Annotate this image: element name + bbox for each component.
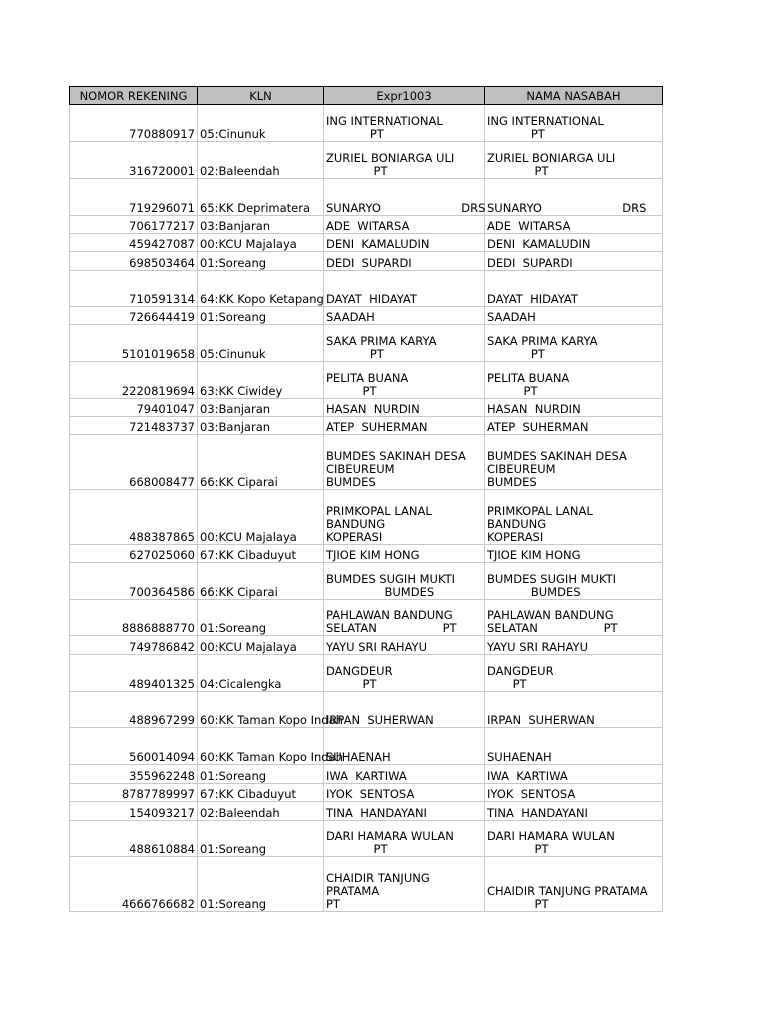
table-row xyxy=(70,307,663,325)
header-nama-nasabah[interactable]: NAMA NASABAH xyxy=(485,87,663,105)
table-row xyxy=(70,142,663,179)
cell-expr1003[interactable]: PELITA BUANA PT xyxy=(324,362,485,399)
cell-nomor-rekening[interactable]: 489401325 xyxy=(70,655,198,692)
cell-expr1003[interactable]: DARI HAMARA WULAN PT xyxy=(324,821,485,857)
cell-nama-nasabah[interactable]: IRPAN SUHERWAN xyxy=(485,692,663,728)
cell-nomor-rekening[interactable]: 5101019658 xyxy=(70,325,198,362)
cell-expr1003[interactable]: SAKA PRIMA KARYA PT xyxy=(324,325,485,362)
table-row xyxy=(70,490,663,545)
table-row xyxy=(70,234,663,252)
cell-kln[interactable]: 64:KK Kopo Ketapang xyxy=(198,271,324,307)
cell-expr1003[interactable]: SUNARYO DRS xyxy=(324,179,485,216)
header-row xyxy=(70,87,663,105)
table-row xyxy=(70,563,663,600)
cell-expr1003[interactable]: DAYAT HIDAYAT xyxy=(324,271,485,307)
cell-nama-nasabah[interactable]: SAKA PRIMA KARYA PT xyxy=(485,325,663,362)
cell-kln[interactable]: 01:Soreang xyxy=(198,857,324,912)
cell-nomor-rekening[interactable]: 316720001 xyxy=(70,142,198,179)
cell-expr1003[interactable]: BUMDES SAKINAH DESA CIBEUREUM BUMDES xyxy=(324,435,485,490)
header-expr1003[interactable]: Expr1003 xyxy=(324,87,485,105)
cell-nomor-rekening[interactable]: 698503464 xyxy=(70,252,198,271)
cell-expr1003[interactable]: IRPAN SUHERWAN xyxy=(324,692,485,728)
cell-nomor-rekening[interactable]: 355962248 xyxy=(70,765,198,784)
cell-expr1003[interactable]: ATEP SUHERMAN xyxy=(324,417,485,435)
cell-nomor-rekening[interactable]: 488387865 xyxy=(70,490,198,545)
cell-kln[interactable]: 65:KK Deprimatera xyxy=(198,179,324,216)
cell-nomor-rekening[interactable]: 488610884 xyxy=(70,821,198,857)
cell-kln[interactable]: 60:KK Taman Kopo Indah xyxy=(198,728,324,765)
table-row xyxy=(70,545,663,563)
cell-kln[interactable]: 05:Cinunuk xyxy=(198,105,324,142)
cell-kln[interactable]: 67:KK Cibaduyut xyxy=(198,545,324,563)
cell-kln[interactable]: 60:KK Taman Kopo Indah xyxy=(198,692,324,728)
table-row xyxy=(70,216,663,234)
cell-expr1003[interactable]: DEDI SUPARDI xyxy=(324,252,485,271)
cell-expr1003[interactable]: TINA HANDAYANI xyxy=(324,802,485,821)
data-table xyxy=(69,86,663,912)
cell-kln[interactable]: 00:KCU Majalaya xyxy=(198,490,324,545)
cell-kln[interactable]: 03:Banjaran xyxy=(198,399,324,417)
cell-nomor-rekening[interactable]: 4666766682 xyxy=(70,857,198,912)
table-row xyxy=(70,692,663,728)
cell-nomor-rekening[interactable]: 79401047 xyxy=(70,399,198,417)
table-row xyxy=(70,821,663,857)
cell-nomor-rekening[interactable]: 627025060 xyxy=(70,545,198,563)
cell-expr1003[interactable]: DENI KAMALUDIN xyxy=(324,234,485,252)
cell-nama-nasabah[interactable]: ING INTERNATIONAL PT xyxy=(485,105,663,142)
table-row xyxy=(70,435,663,490)
cell-nama-nasabah[interactable]: BUMDES SUGIH MUKTI BUMDES xyxy=(485,563,663,600)
cell-nama-nasabah[interactable]: ADE WITARSA xyxy=(485,216,663,234)
cell-nama-nasabah[interactable]: SAADAH xyxy=(485,307,663,325)
cell-expr1003[interactable]: TJIOE KIM HONG xyxy=(324,545,485,563)
cell-expr1003[interactable]: ING INTERNATIONAL PT xyxy=(324,105,485,142)
cell-nama-nasabah[interactable]: CHAIDIR TANJUNG PRATAMA PT xyxy=(485,857,663,912)
cell-nama-nasabah[interactable]: ATEP SUHERMAN xyxy=(485,417,663,435)
cell-expr1003[interactable]: ADE WITARSA xyxy=(324,216,485,234)
header-kln[interactable]: KLN xyxy=(198,87,324,105)
cell-nama-nasabah[interactable]: BUMDES SAKINAH DESA CIBEUREUM BUMDES xyxy=(485,435,663,490)
table-row xyxy=(70,765,663,784)
cell-kln[interactable]: 01:Soreang xyxy=(198,821,324,857)
cell-expr1003[interactable]: DANGDEUR PT xyxy=(324,655,485,692)
cell-nama-nasabah[interactable]: DARI HAMARA WULAN PT xyxy=(485,821,663,857)
cell-nomor-rekening[interactable]: 700364586 xyxy=(70,563,198,600)
cell-nama-nasabah[interactable]: YAYU SRI RAHAYU xyxy=(485,636,663,655)
cell-expr1003[interactable]: SUHAENAH xyxy=(324,728,485,765)
cell-expr1003[interactable]: IWA KARTIWA xyxy=(324,765,485,784)
cell-nomor-rekening[interactable]: 719296071 xyxy=(70,179,198,216)
cell-kln[interactable]: 03:Banjaran xyxy=(198,417,324,435)
cell-expr1003[interactable]: SAADAH xyxy=(324,307,485,325)
table-row xyxy=(70,271,663,307)
cell-nama-nasabah[interactable]: IYOK SENTOSA xyxy=(485,784,663,802)
cell-nama-nasabah[interactable]: PRIMKOPAL LANAL BANDUNG KOPERASI xyxy=(485,490,663,545)
cell-nama-nasabah[interactable]: IWA KARTIWA xyxy=(485,765,663,784)
table-row xyxy=(70,399,663,417)
cell-nama-nasabah[interactable]: DAYAT HIDAYAT xyxy=(485,271,663,307)
cell-nomor-rekening[interactable]: 154093217 xyxy=(70,802,198,821)
cell-nomor-rekening[interactable]: 8787789997 xyxy=(70,784,198,802)
table-row xyxy=(70,417,663,435)
cell-nomor-rekening[interactable]: 749786842 xyxy=(70,636,198,655)
cell-nomor-rekening[interactable]: 560014094 xyxy=(70,728,198,765)
cell-nama-nasabah[interactable]: SUHAENAH xyxy=(485,728,663,765)
cell-expr1003[interactable]: CHAIDIR TANJUNG PRATAMA PT xyxy=(324,857,485,912)
cell-nomor-rekening[interactable]: 770880917 xyxy=(70,105,198,142)
cell-kln[interactable]: 67:KK Cibaduyut xyxy=(198,784,324,802)
table-row xyxy=(70,802,663,821)
cell-kln[interactable]: 01:Soreang xyxy=(198,600,324,636)
cell-kln[interactable]: 66:KK Ciparai xyxy=(198,563,324,600)
cell-kln[interactable]: 04:Cicalengka xyxy=(198,655,324,692)
table-row xyxy=(70,784,663,802)
cell-kln[interactable]: 02:Baleendah xyxy=(198,142,324,179)
cell-kln[interactable]: 00:KCU Majalaya xyxy=(198,636,324,655)
table-row xyxy=(70,105,663,142)
cell-nomor-rekening[interactable]: 726644419 xyxy=(70,307,198,325)
cell-kln[interactable]: 00:KCU Majalaya xyxy=(198,234,324,252)
cell-nama-nasabah[interactable]: ZURIEL BONIARGA ULI PT xyxy=(485,142,663,179)
cell-kln[interactable]: 01:Soreang xyxy=(198,252,324,271)
table-row xyxy=(70,728,663,765)
cell-nama-nasabah[interactable]: SUNARYO DRS xyxy=(485,179,663,216)
cell-nomor-rekening[interactable]: 668008477 xyxy=(70,435,198,490)
cell-expr1003[interactable]: YAYU SRI RAHAYU xyxy=(324,636,485,655)
cell-nomor-rekening[interactable]: 8886888770 xyxy=(70,600,198,636)
cell-nama-nasabah[interactable]: PELITA BUANA PT xyxy=(485,362,663,399)
cell-nomor-rekening[interactable]: 2220819694 xyxy=(70,362,198,399)
cell-nomor-rekening[interactable]: 710591314 xyxy=(70,271,198,307)
table-row xyxy=(70,252,663,271)
cell-nama-nasabah[interactable]: DENI KAMALUDIN xyxy=(485,234,663,252)
table-row xyxy=(70,179,663,216)
cell-kln[interactable]: 03:Banjaran xyxy=(198,216,324,234)
cell-kln[interactable]: 01:Soreang xyxy=(198,765,324,784)
cell-expr1003[interactable]: ZURIEL BONIARGA ULI PT xyxy=(324,142,485,179)
cell-expr1003[interactable]: PRIMKOPAL LANAL BANDUNG KOPERASI xyxy=(324,490,485,545)
cell-kln[interactable]: 02:Baleendah xyxy=(198,802,324,821)
cell-nama-nasabah[interactable]: DEDI SUPARDI xyxy=(485,252,663,271)
cell-nama-nasabah[interactable]: DANGDEUR PT xyxy=(485,655,663,692)
cell-expr1003[interactable]: IYOK SENTOSA xyxy=(324,784,485,802)
cell-expr1003[interactable]: BUMDES SUGIH MUKTI BUMDES xyxy=(324,563,485,600)
cell-nama-nasabah[interactable]: TINA HANDAYANI xyxy=(485,802,663,821)
cell-kln[interactable]: 01:Soreang xyxy=(198,307,324,325)
cell-nomor-rekening[interactable]: 459427087 xyxy=(70,234,198,252)
table-row xyxy=(70,325,663,362)
cell-kln[interactable]: 05:Cinunuk xyxy=(198,325,324,362)
cell-kln[interactable]: 66:KK Ciparai xyxy=(198,435,324,490)
table-row xyxy=(70,655,663,692)
cell-nama-nasabah[interactable]: PAHLAWAN BANDUNG SELATAN PT xyxy=(485,600,663,636)
table-row xyxy=(70,600,663,636)
table-row xyxy=(70,362,663,399)
cell-expr1003[interactable]: HASAN NURDIN xyxy=(324,399,485,417)
cell-expr1003[interactable]: PAHLAWAN BANDUNG SELATAN PT xyxy=(324,600,485,636)
table-row xyxy=(70,857,663,912)
cell-nomor-rekening[interactable]: 488967299 xyxy=(70,692,198,728)
cell-nama-nasabah[interactable]: TJIOE KIM HONG xyxy=(485,545,663,563)
cell-nomor-rekening[interactable]: 721483737 xyxy=(70,417,198,435)
cell-nomor-rekening[interactable]: 706177217 xyxy=(70,216,198,234)
cell-kln[interactable]: 63:KK Ciwidey xyxy=(198,362,324,399)
table-row xyxy=(70,636,663,655)
header-nomor-rekening[interactable]: NOMOR REKENING xyxy=(70,87,198,105)
cell-nama-nasabah[interactable]: HASAN NURDIN xyxy=(485,399,663,417)
